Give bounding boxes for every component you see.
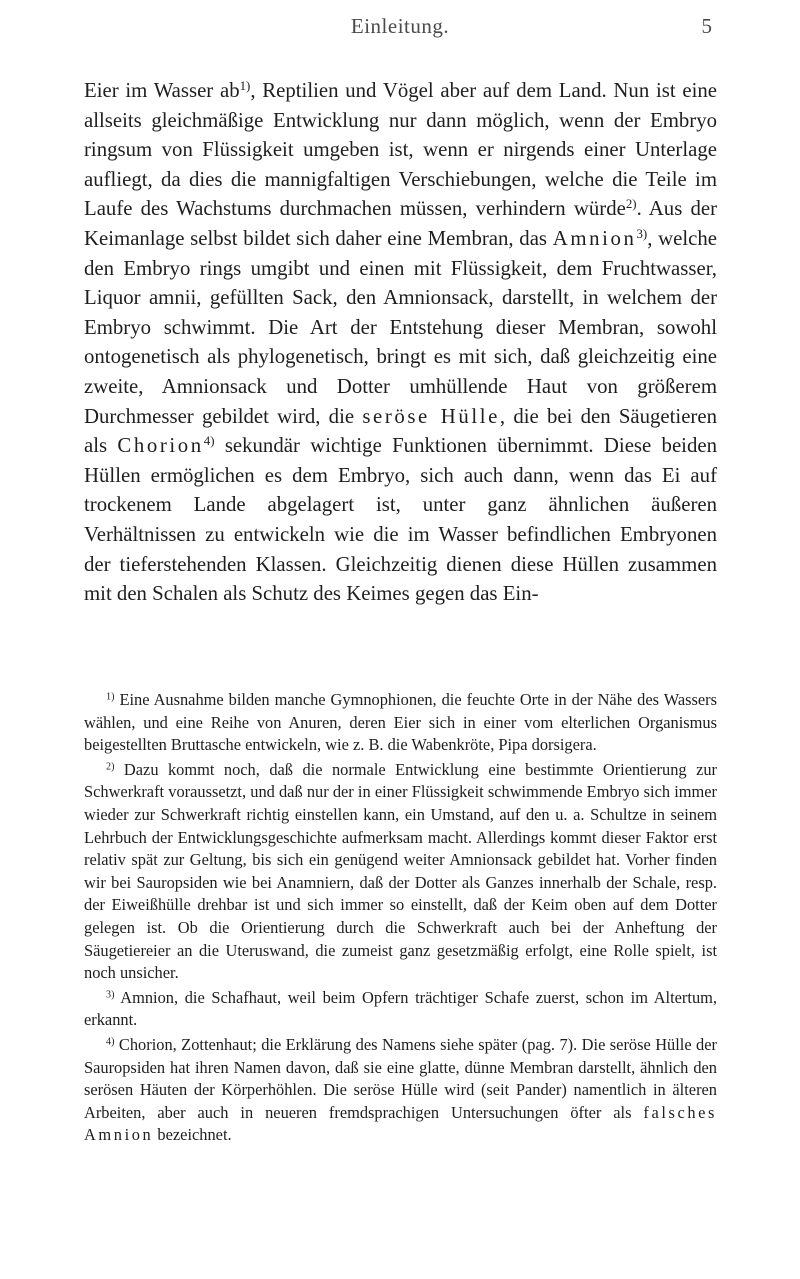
emphasis-chorion: Chorion (117, 434, 204, 458)
emphasis-falsches-amnion: falsches Amnion (84, 1102, 717, 1145)
footnote-text: Dazu kommt noch, daß die normale Entwicklung eine bestimmte Orientierung zur Schwerkraft voraussetzt, und daß nur der in einer Flüssigkeit schwimmende Embryo sich immer wieder zur Schwerkraft richtig einstellen kann, ein Umstand, auf den u. a. Schultze in seinem Lehrbuch der Entwicklungsgeschichte aufmerksam macht. Allerdings kommt dieser Faktor erst relativ spät zur Geltung, bis sich ein genügend weiter Amnionsack gebildet hat. Vorher finden wir bei Sauropsiden wie bei Anamniern, daß der Dotter als Ganzes innerhalb der Schale, resp. der Eiweißhülle drehbar ist und sich immer so einstellt, daß der Keim oben auf dem Dotter gelegen ist. Ob die Orientierung durch die Schwerkraft auch bei der Anheftung der Säugetiereier an die Uteruswand, die zumeist ganz gesetzmäßig erfolgt, eine Rolle spielt, ist noch unsicher. (84, 759, 717, 983)
text-run: Eier im Wasser ab (84, 79, 240, 102)
footnote-ref-2: 2) (625, 197, 637, 212)
page-number: 5 (701, 14, 712, 38)
footnote-4 (84, 1034, 717, 1147)
main-text (84, 76, 717, 609)
emphasis-serose-huelle: seröse Hülle (362, 404, 500, 428)
body-paragraph (84, 76, 717, 609)
running-head: Einleitung. (350, 14, 450, 38)
footnote-marker: 4) (106, 1036, 115, 1048)
footnotes (84, 689, 717, 1149)
text-run: , welche den Embryo rings umgibt und einen mit Flüssigkeit, dem Fruchtwasser, Liquor amnii, gefüllten Sack, den Amnionsack, darstellt, in welchem der Embryo schwimmt. Die Art der Entstehung dieser Membran, sowohl ontogenetisch als phylogenetisch, bringt es mit sich, daß gleichzeitig eine zweite, Amnionsack und Dotter umhüllende Haut von größerem Durchmesser gebildet wird, die (84, 226, 717, 428)
footnote-2 (84, 759, 717, 985)
footnote-text: Eine Ausnahme bilden manche Gymnophionen, die feuchte Orte in der Nähe des Wassers wählen, und eine Reihe von Anuren, deren Eier sich in einer vom elterlichen Organismus beigestellten Bruttasche entwickeln, wie z. B. die Wabenkröte, Pipa dorsigera. (84, 690, 717, 755)
footnote-marker: 2) (106, 761, 115, 773)
footnote-ref-1: 1) (239, 78, 251, 93)
footnote-text: Chorion, Zottenhaut; die Erklärung des Namens siehe später (pag. 7). Die seröse Hülle der Sauropsiden hat ihren Namen davon, daß sie eine glatte, dünne Membran darstellt, ähnlich den serösen Häuten der Körperhöhlen. Die seröse Hülle wird (seit Pander) namentlich in älteren Arbeiten, aber auch in neueren fremdsprachigen Untersuchungen öfter als (84, 1034, 717, 1122)
text-run: sekundär wichtige Funktionen übernimmt. Diese beiden Hüllen ermöglichen es dem Embryo, sich auch dann, wenn das Ei auf trockenem Lande abgelagert ist, unter ganz ähnlichen äußeren Verhältnissen zu entwickeln wie die im Wasser befindlichen Embryonen der tieferstehenden Klassen. Gleichzeitig dienen diese Hüllen zusammen mit den Schalen als Schutz des Keimes gegen das Ein- (84, 434, 717, 606)
text-run: . Aus der Keimanlage selbst bildet sich daher eine Membran, das (84, 197, 717, 250)
emphasis-amnion: Amnion (552, 226, 637, 250)
text-run: , Reptilien und Vögel aber auf dem Land. Nun ist eine allseits gleichmäßige Entwicklung nur dann möglich, wenn der Embryo ringsum von Flüssigkeit umgeben ist, wenn er nirgends einer Unterlage aufliegt, da dies die mannigfaltigen Verschiebungen, welche die Teile im Laufe des Wachstums durchmachen müssen, verhindern würde (84, 79, 717, 221)
footnote-text: bezeichnet. (153, 1125, 232, 1145)
footnote-marker: 1) (106, 691, 115, 703)
page-header (0, 14, 800, 44)
footnote-ref-4: 4) (203, 434, 215, 449)
footnote-text: Amnion, die Schafhaut, weil beim Opfern trächtiger Schafe zuerst, schon im Altertum, erkannt. (84, 987, 717, 1030)
text-run: , die bei den Säugetieren als (84, 404, 717, 458)
footnote-1 (84, 689, 717, 757)
footnote-3 (84, 987, 717, 1032)
footnote-marker: 3) (106, 989, 115, 1001)
footnote-ref-3: 3) (636, 226, 648, 241)
